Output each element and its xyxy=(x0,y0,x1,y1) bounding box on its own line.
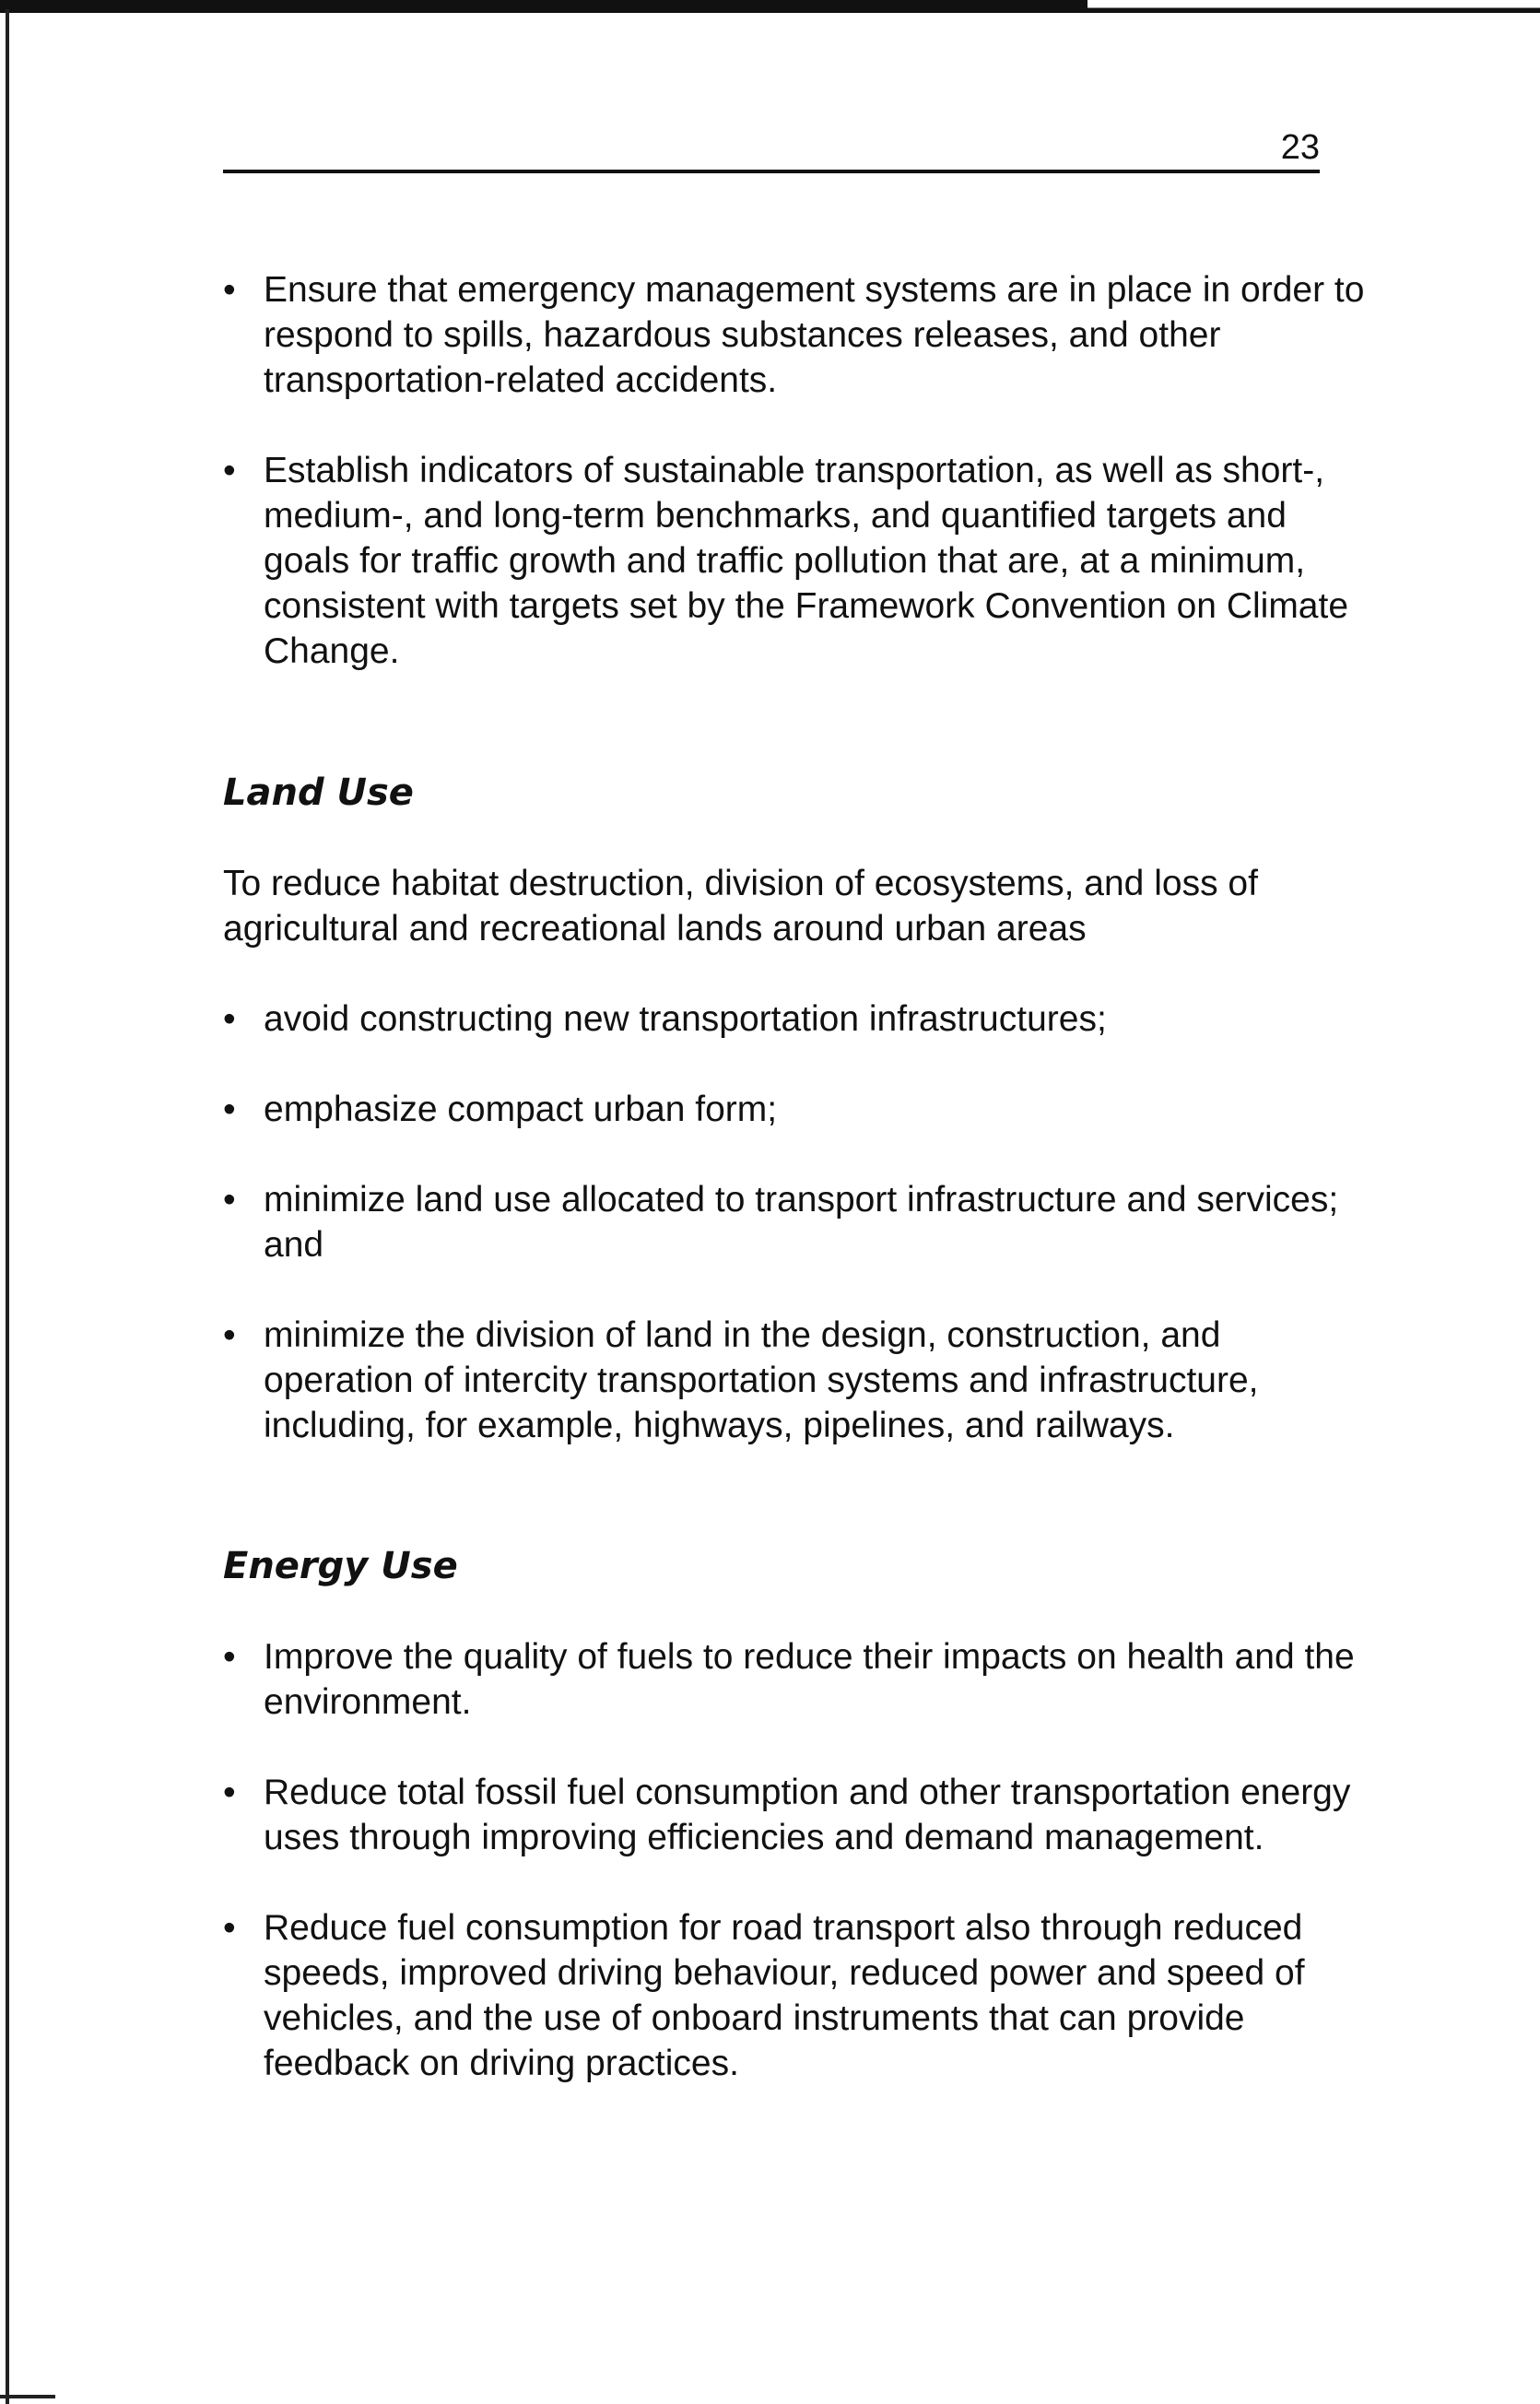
list-item xyxy=(223,1313,1366,1448)
list-item-text: Reduce fuel consumption for road transport also through reduced speeds, improved driving behaviour, reduced power and speed of vehicles, and the use of onboard instruments that can provide feedback on driving practices. xyxy=(264,1908,1305,2083)
top-bullet-list xyxy=(223,267,1366,674)
energy-use-heading: Energy Use xyxy=(223,1545,458,1587)
list-item xyxy=(223,1905,1366,2086)
list-item xyxy=(223,448,1366,674)
bullet-icon: • xyxy=(223,451,236,490)
list-item-text: Improve the quality of fuels to reduce their impacts on health and the environment. xyxy=(264,1637,1355,1722)
page-body xyxy=(223,267,1366,2086)
list-item xyxy=(223,1770,1366,1860)
land-use-bullet-list xyxy=(223,996,1366,1448)
bullet-icon: • xyxy=(223,1090,236,1129)
list-item-text: Establish indicators of sustainable transportation, as well as short-, medium-, and long-term benchmarks, and quantified targets and goals for traffic growth and traffic pollution that are, at a minimum, consistent with targets set by the Framework Convention on Climate Change. xyxy=(264,451,1349,671)
list-item xyxy=(223,1087,1366,1132)
top-scan-border-fade xyxy=(1087,0,1540,26)
land-use-intro: To reduce habitat destruction, division of ecosystems, and loss of agricultural and recreational lands around urban areas xyxy=(223,864,1258,949)
list-item xyxy=(223,1634,1366,1725)
list-item-text: emphasize compact urban form; xyxy=(264,1090,778,1129)
list-item-text: Reduce total fossil fuel consumption and other transportation energy uses through improving efficiencies and demand management. xyxy=(264,1773,1351,1857)
header-rule xyxy=(223,170,1320,173)
land-use-heading: Land Use xyxy=(223,772,414,814)
list-item-text: minimize land use allocated to transport infrastructure and services; and xyxy=(264,1180,1339,1265)
bullet-icon: • xyxy=(223,1908,236,1948)
bottom-scan-border xyxy=(0,2395,55,2398)
list-item-text: avoid constructing new transportation infrastructures; xyxy=(264,999,1107,1039)
list-item-text: Ensure that emergency management systems are in place in order to respond to spills, hazardous substances releases, and other transportation-related accidents. xyxy=(264,270,1365,400)
page-number: 23 xyxy=(1280,128,1320,167)
left-scan-border xyxy=(6,9,9,2404)
bullet-icon: • xyxy=(223,999,236,1039)
bullet-icon: • xyxy=(223,1315,236,1355)
bullet-icon: • xyxy=(223,1180,236,1220)
list-item-text: minimize the division of land in the design, construction, and operation of intercity transportation systems and infrastructure, including, for example, highways, pipelines, and railways. xyxy=(264,1315,1259,1445)
energy-use-bullet-list xyxy=(223,1634,1366,2086)
bullet-icon: • xyxy=(223,270,236,310)
bullet-icon: • xyxy=(223,1773,236,1812)
list-item xyxy=(223,1177,1366,1267)
list-item xyxy=(223,996,1366,1042)
bullet-icon: • xyxy=(223,1637,236,1677)
list-item xyxy=(223,267,1366,403)
